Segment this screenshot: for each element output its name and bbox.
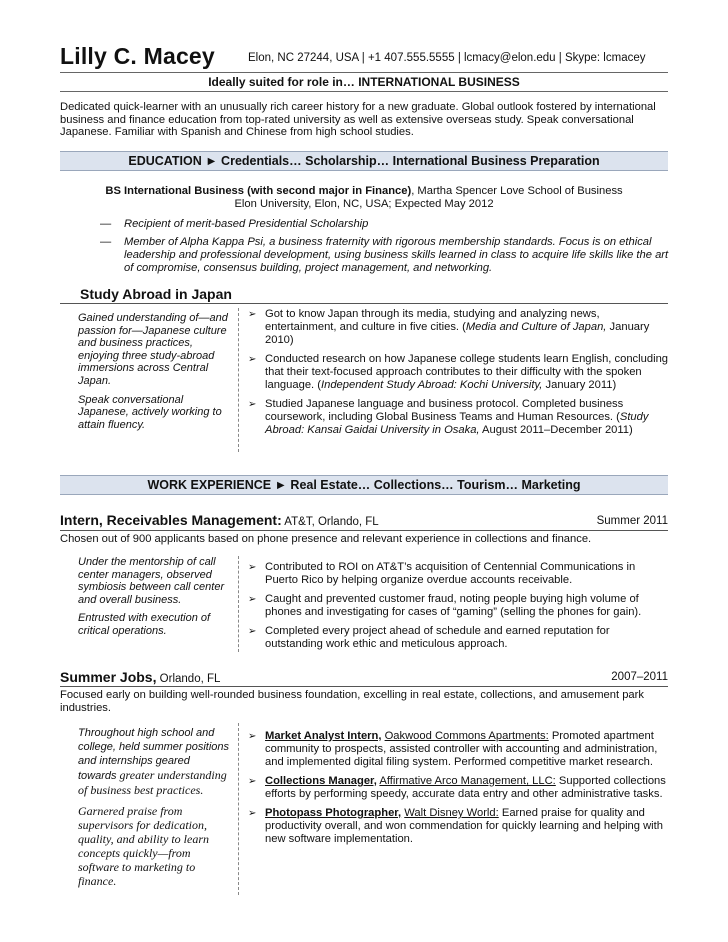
- degree-school: , Martha Spencer Love School of Business: [411, 185, 623, 197]
- education-item: [100, 218, 672, 231]
- study-abroad-bullets: [248, 308, 668, 443]
- chevron-icon: ➢: [248, 776, 257, 787]
- bullet-italic: Study Abroad: Kansai Gaidai University in Osaka,: [265, 411, 649, 436]
- sidebar-text: Gained understanding of—and passion for—Japanese culture and business practices, enjoying three study-abroad immersions across Central Japan.: [78, 312, 228, 387]
- job-location: AT&T, Orlando, FL: [281, 516, 379, 528]
- bullet-text: Promoted apartment community to prospects, assisted controller with accounting and administration, and implemented digital filing system. Performed competitive market research.: [265, 730, 658, 768]
- chevron-icon: ➢: [248, 808, 257, 819]
- intern-sidebar: [78, 556, 230, 644]
- dash-icon: —: [100, 236, 112, 248]
- education-item-text: Member of Alpha Kappa Psi, a business fraternity with rigorous membership standards. Focus is on ethical leadership and professional development, using business skills learned in class to acquire life skills like the art of compromise, consensus building, project management, and networking.: [124, 236, 669, 274]
- list-item: [248, 561, 668, 587]
- section-divider: [60, 303, 668, 304]
- bullet-text: Contributed to ROI on AT&T’s acquisition of Centennial Communications in Puerto Rico by helping organize overdue accounts receivable.: [265, 561, 636, 586]
- bullet-text: Completed every project ahead of schedule and earned reputation for outstanding work ethic and meticulous approach.: [265, 625, 610, 650]
- work-experience-banner: WORK EXPERIENCE ► Real Estate… Collections… Tourism… Marketing: [60, 475, 668, 495]
- bullet-tail: January 2010): [265, 321, 650, 346]
- degree-line1: [60, 185, 668, 198]
- bullet-text: Conducted research on how Japanese college students learn English, concluding that their text-focused approach contributes to their difficulty with the spoken language. (: [265, 353, 669, 391]
- job-title: [60, 512, 379, 528]
- dash-icon: —: [100, 218, 112, 230]
- job-title: [60, 669, 220, 685]
- intern-bullets: [248, 561, 668, 657]
- education-item: [100, 236, 672, 275]
- company-name: Affirmative Arco Management, LLC:: [379, 775, 556, 787]
- degree-line2: Elon University, Elon, NC, USA; Expected May 2012: [234, 198, 494, 210]
- role-title: Market Analyst Intern,: [265, 730, 382, 742]
- sidebar-text: Under the mentorship of call center managers, observed symbiosis between call center and overall business.: [78, 556, 225, 606]
- list-item: [248, 807, 668, 846]
- degree-title: BS International Business (with second major in Finance): [105, 185, 412, 197]
- contact-info: Elon, NC 27244, USA | +1 407.555.5555 | lcmacy@elon.edu | Skype: lcmacey: [248, 52, 646, 64]
- bullet-tail: January 2011): [542, 379, 617, 391]
- sidebar-text: Speak conversational Japanese, actively working to attain fluency.: [78, 393, 222, 431]
- bullet-text: Studied Japanese language and business protocol. Completed business coursework, including Global Business Teams and Human Resources. (: [265, 398, 624, 423]
- sidebar-text-serif: greater understanding of business best practices.: [78, 768, 227, 797]
- bullet-text: Earned praise for quality and productivity overall, and won commendation for quickly learning and helping with new software implementation.: [265, 807, 663, 845]
- job-date: 2007–2011: [611, 671, 668, 683]
- sidebar-text: [78, 726, 230, 798]
- job-location: Orlando, FL: [156, 673, 221, 685]
- section-divider: [60, 530, 668, 531]
- education-banner: EDUCATION ► Credentials… Scholarship… International Business Preparation: [60, 151, 668, 171]
- job-date: Summer 2011: [596, 515, 668, 527]
- sidebar-text: Entrusted with execution of critical operations.: [78, 612, 211, 637]
- role-title: Collections Manager,: [265, 775, 377, 787]
- role-title: Photopass Photographer,: [265, 807, 402, 819]
- list-item: [248, 353, 668, 392]
- job-title-text: Summer Jobs,: [60, 669, 157, 685]
- resume-name: Lilly C. Macey: [60, 43, 215, 69]
- bullet-text: Supported collections efforts by performing speedy, accurate data entry and other administrative tasks.: [265, 775, 666, 800]
- sidebar-text-sans: Throughout high school and college, held summer positions and internships geared towards: [78, 727, 230, 782]
- section-divider: [60, 686, 668, 687]
- summer-bullets: [248, 730, 668, 852]
- list-item: [248, 775, 668, 801]
- study-abroad-title: Study Abroad in Japan: [80, 286, 232, 302]
- headline-banner: Ideally suited for role in… INTERNATIONAL BUSINESS: [60, 72, 668, 92]
- summary-paragraph: Dedicated quick-learner with an unusually rich career history for a new graduate. Global outlook fostered by international business and finance education from top-rated university as well as extensive overseas study. Speak conversational Japanese. Familiar with Spanish and Chinese from high school studies.: [60, 101, 656, 138]
- list-item: [248, 398, 668, 437]
- study-abroad-sidebar: [78, 312, 230, 437]
- bullet-text: Got to know Japan through its media, studying and analyzing news, entertainment, and culture in five cities. (: [265, 308, 600, 333]
- summer-sidebar: [78, 726, 230, 894]
- sidebar-text: Garnered praise from supervisors for dedication, quality, and ability to learn concepts quickly—from software to marketing to finance.: [78, 804, 209, 888]
- chevron-icon: ➢: [248, 309, 257, 320]
- company-name: Walt Disney World:: [404, 807, 499, 819]
- job-title-text: Intern, Receivables Management:: [60, 512, 282, 528]
- chevron-icon: ➢: [248, 626, 257, 637]
- company-name: Oakwood Commons Apartments:: [384, 730, 549, 742]
- list-item: [248, 730, 668, 769]
- job-summary: Focused early on building well-rounded business foundation, excelling in real estate, collections, and amusement park industries.: [60, 689, 644, 714]
- chevron-icon: ➢: [248, 354, 257, 365]
- column-divider: [238, 308, 239, 452]
- list-item: [248, 625, 668, 651]
- list-item: [248, 593, 668, 619]
- column-divider: [238, 556, 239, 652]
- column-divider: [238, 723, 239, 895]
- bullet-text: Caught and prevented customer fraud, noting people buying high volume of phones and investigating for cases of “gaming” (selling the phones for gain).: [265, 593, 642, 618]
- list-item: [248, 308, 668, 347]
- bullet-italic: Independent Study Abroad: Kochi University,: [320, 379, 543, 391]
- chevron-icon: ➢: [248, 594, 257, 605]
- education-item-text: Recipient of merit-based Presidential Scholarship: [124, 218, 369, 230]
- job-summary: Chosen out of 900 applicants based on phone presence and relevant experience in collections and finance.: [60, 533, 592, 545]
- chevron-icon: ➢: [248, 562, 257, 573]
- chevron-icon: ➢: [248, 731, 257, 742]
- bullet-tail: August 2011–December 2011): [479, 424, 633, 436]
- chevron-icon: ➢: [248, 399, 257, 410]
- bullet-italic: Media and Culture of Japan,: [465, 321, 607, 333]
